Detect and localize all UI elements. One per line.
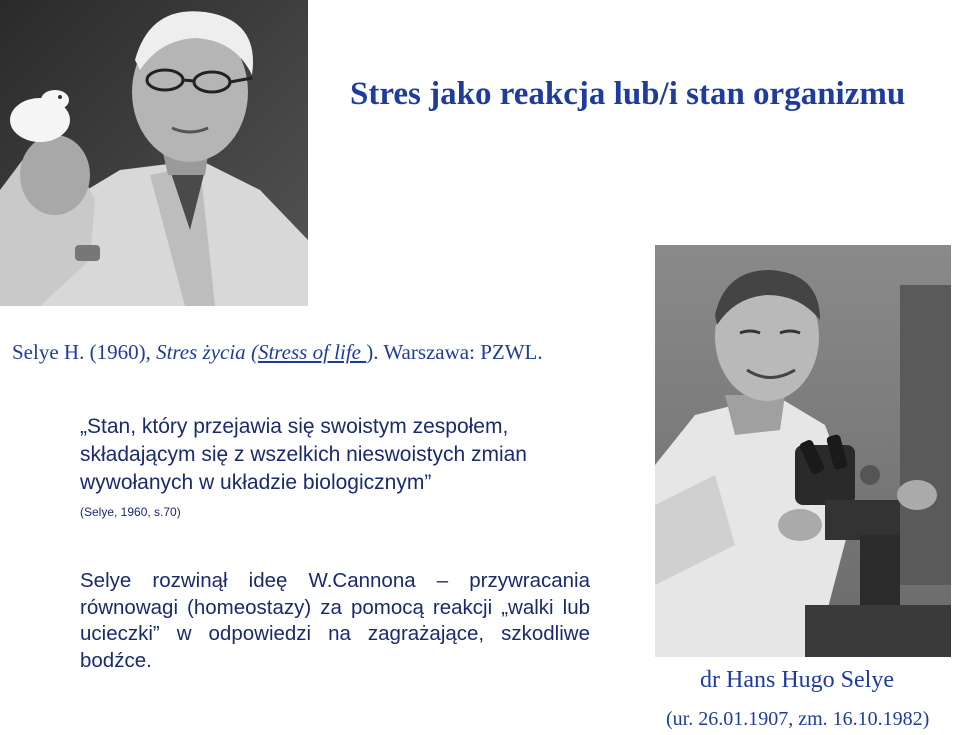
quote-source: (Selye, 1960, s.70) (80, 505, 181, 519)
book-citation (12, 340, 543, 365)
cannon-paragraph: Selye rozwinął ideę W.Cannona – przywracania równowagi (homeostazy) za pomocą reakcji „walki lub ucieczki” w odpowiedzi na zagrażające, szkodliwe bodźce. (80, 569, 590, 672)
photo-selye-with-microscope (655, 245, 951, 657)
stress-definition-quote: „Stan, który przejawia się swoistym zespołem, składającym się z wszelkich nieswoistych zmian wywołanych w układzie biologicznym” (80, 415, 527, 494)
citation-author-year: Selye H. (1960), (12, 340, 157, 364)
citation-publisher: ). Warszawa: PZWL. (366, 340, 543, 364)
slide-title: Stres jako reakcja lub/i stan organizmu (350, 76, 906, 112)
citation-book-title: Stres życia (156, 340, 246, 364)
citation-original-title: Stress of life (257, 340, 367, 364)
photo-caption-dates: (ur. 26.01.1907, zm. 16.10.1982) (666, 708, 930, 730)
photo-selye-with-rat (0, 0, 308, 306)
citation-open-paren: ( (245, 340, 258, 364)
photo-caption-name: dr Hans Hugo Selye (700, 667, 894, 693)
